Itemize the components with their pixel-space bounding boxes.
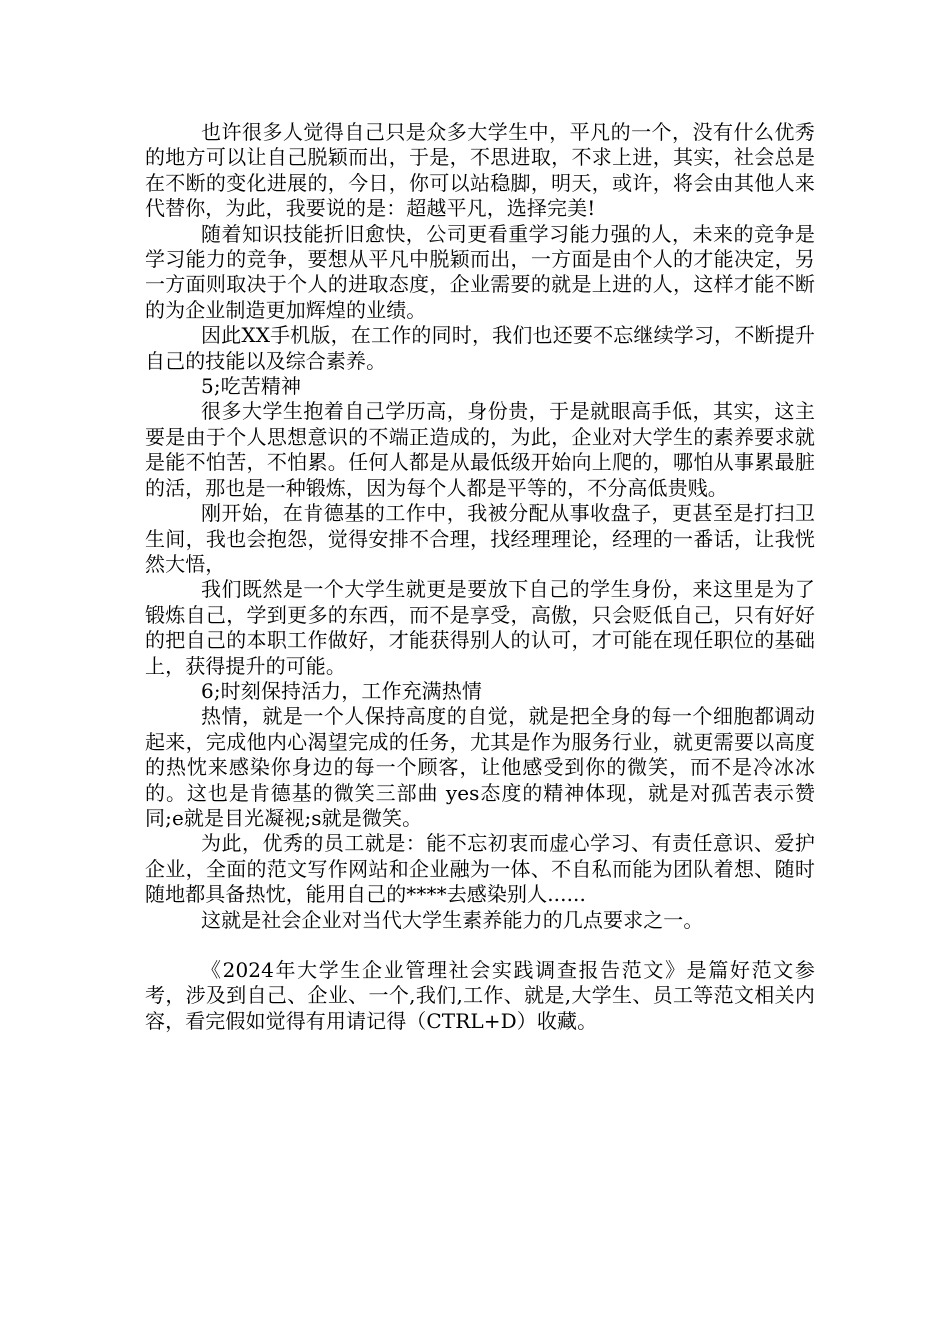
paragraph-3: 因此XX手机版，在工作的同时，我们也还要不忘继续学习，不断提升自己的技能以及综合素养。: [145, 323, 815, 373]
paragraph-8: 为此，优秀的员工就是：能不忘初衷而虚心学习、有责任意识、爱护企业，全面的范文写作网站和企业融为一体、不自私而能为团队着想、随时随地都具备热忱，能用自己的****去感染别人......: [145, 831, 815, 907]
paragraph-6: 我们既然是一个大学生就更是要放下自己的学生身份，来这里是为了锻炼自己，学到更多的东西，而不是享受，高傲，只会贬低自己，只有好好的把自己的本职工作做好，才能获得别人的认可，才可能在现任职位的基础上，获得提升的可能。: [145, 577, 815, 678]
document-body: [145, 120, 815, 1034]
footer-note: 《2024年大学生企业管理社会实践调查报告范文》是篇好范文参考，涉及到自己、企业、一个,我们,工作、就是,大学生、员工等范文相关内容，看完假如觉得有用请记得（CTRL+D）收藏。: [145, 958, 815, 1033]
paragraph-9: 这就是社会企业对当代大学生素养能力的几点要求之一。: [201, 907, 704, 932]
section-heading-6: 6;时刻保持活力，工作充满热情: [201, 678, 482, 703]
section-heading-5: 5;吃苦精神: [201, 374, 302, 399]
paragraph-4: 很多大学生抱着自己学历高，身份贵，于是就眼高手低，其实，这主要是由于个人思想意识的不端正造成的，为此，企业对大学生的素养要求就是能不怕苦，不怕累。任何人都是从最低级开始向上爬的，哪怕从事累最脏的活，那也是一种锻炼，因为每个人都是平等的，不分高低贵贱。: [145, 399, 815, 500]
paragraph-7: 热情，就是一个人保持高度的自觉，就是把全身的每一个细胞都调动起来，完成他内心渴望完成的任务，尤其是作为服务行业，就更需要以高度的热忱来感染你身边的每一个顾客，让他感受到你的微笑，而不是冷冰冰的。这也是肯德基的微笑三部曲 yes态度的精神体现，就是对孤苦表示赞同;e就是目光凝视;s就是微笑。: [145, 704, 815, 830]
paragraph-5: 刚开始，在肯德基的工作中，我被分配从事收盘子，更甚至是打扫卫生间，我也会抱怨，觉得安排不合理，找经理理论，经理的一番话，让我恍然大悟，: [145, 501, 815, 576]
paragraph-2: 随着知识技能折旧愈快，公司更看重学习能力强的人，未来的竞争是学习能力的竞争，要想从平凡中脱颖而出，一方面是由个人的才能决定，另一方面则取决于个人的进取态度，企业需要的就是上进的人，这样才能不断的为企业制造更加辉煌的业绩。: [145, 221, 815, 322]
paragraph-gap: [145, 933, 815, 958]
paragraph-1: 也许很多人觉得自己只是众多大学生中，平凡的一个，没有什么优秀的地方可以让自己脱颖而出，于是，不思进取，不求上进，其实，社会总是在不断的变化进展的，今日，你可以站稳脚，明天，或许，将会由其他人来代替你，为此，我要说的是：超越平凡，选择完美!: [145, 120, 815, 221]
